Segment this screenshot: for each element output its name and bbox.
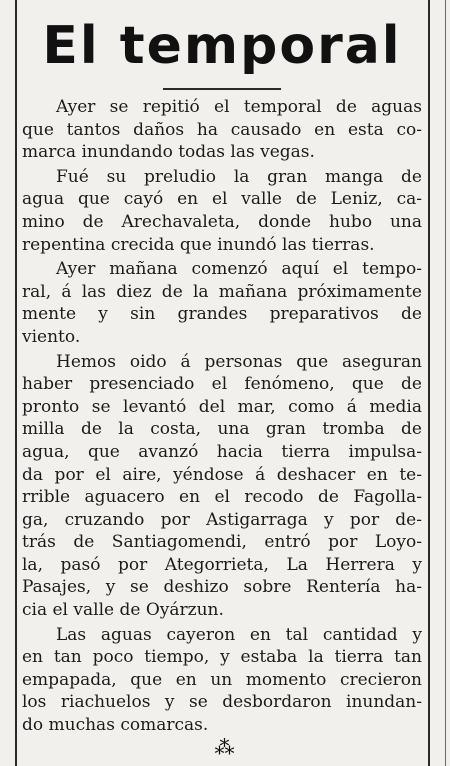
text-line: cia el valle de Oyárzun. — [22, 600, 224, 621]
headline-underline — [163, 88, 281, 90]
article-body — [22, 96, 422, 739]
paragraph-4 — [22, 351, 422, 622]
text-line: do muchas comarcas. — [22, 715, 209, 736]
left-column-rule — [15, 0, 17, 766]
text-line: repentina crecida que inundó las tierras. — [22, 234, 375, 255]
text-line: en tan poco tiempo, y estaba la tierra tan — [22, 647, 422, 668]
text-line: la, pasó por Ategorrieta, La Herrera y — [22, 554, 422, 575]
text-line: Ayer se repitió el temporal de aguas — [56, 97, 422, 117]
text-line: agua que cayó en el valle de Leniz, ca- — [22, 189, 422, 210]
text-line: Fué su preludio la gran manga de — [56, 166, 422, 187]
text-line: ga, cruzando por Astigarraga y por de- — [22, 509, 422, 530]
text-line: marca inundando todas las vegas. — [22, 142, 315, 163]
text-line: empapada, que en un momento crecieron — [22, 669, 422, 690]
text-line: Ayer mañana comenzó aquí el tempo- — [56, 259, 422, 280]
text-line: da por el aire, yéndose á deshacer en te- — [22, 464, 422, 485]
text-line: trás de Santiagomendi, entró por Loyo- — [22, 532, 422, 553]
text-line: milla de la costa, una gran tromba de — [22, 419, 422, 440]
text-line: Las aguas cayeron en tal cantidad y — [56, 624, 422, 645]
text-line: agua, que avanzó hacia tierra impulsa- — [22, 441, 422, 462]
text-line: mente y sin grandes preparativos de — [22, 304, 422, 325]
text-line: rrible aguacero en el recodo de Fagolla- — [22, 487, 422, 508]
page-edge-rule — [445, 0, 446, 766]
text-line: Pasajes, y se deshizo sobre Rentería ha- — [22, 577, 422, 598]
paragraph-1 — [22, 96, 422, 164]
right-column-rule — [428, 0, 430, 766]
text-line: haber presenciado el fenómeno, que de — [22, 374, 422, 395]
text-line: Hemos oido á personas que aseguran — [56, 351, 422, 372]
text-line: pronto se levantó del mar, como á media — [22, 396, 422, 417]
paragraph-2 — [22, 166, 422, 256]
article-headline: El temporal — [42, 16, 402, 76]
text-line: mino de Arechavaleta, donde hubo una — [22, 211, 422, 232]
text-line: los riachuelos y se desbordaron inundan- — [22, 692, 422, 713]
paragraph-5 — [22, 624, 422, 737]
asterism-ornament: ⁂ — [214, 735, 236, 759]
text-line: viento. — [22, 326, 81, 347]
text-line: ral, á las diez de la mañana próximamente — [22, 281, 422, 302]
text-line: que tantos daños ha causado en esta co- — [22, 119, 422, 140]
paragraph-3 — [22, 258, 422, 348]
